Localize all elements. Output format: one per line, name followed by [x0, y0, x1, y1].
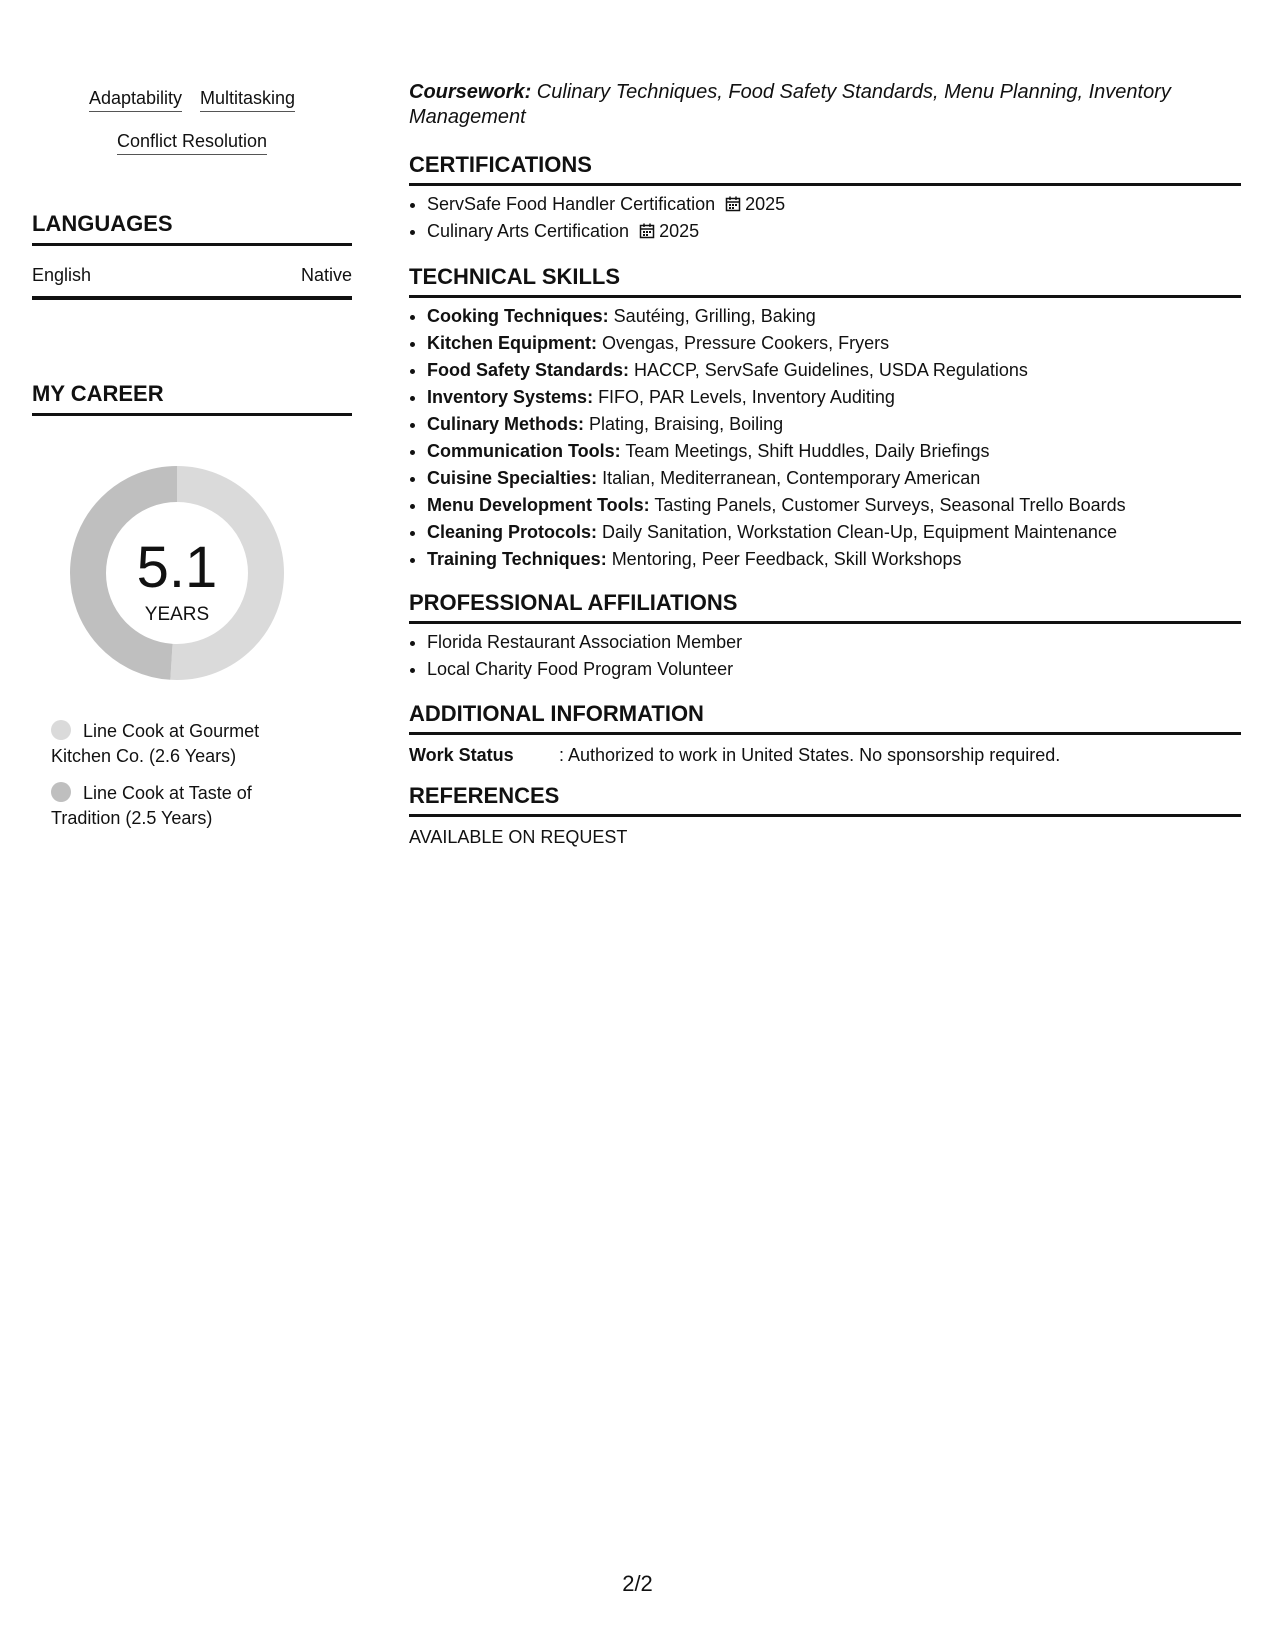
certification-year: 2025 [745, 194, 786, 214]
skill-label: Training Techniques: [427, 549, 607, 569]
skill-label: Inventory Systems: [427, 387, 594, 407]
skill-item [427, 330, 1126, 357]
career-total-value: 5.1 [136, 535, 218, 600]
skill-item [427, 303, 1126, 330]
skill-tag: Conflict Resolution [117, 130, 267, 155]
skill-text: Daily Sanitation, Workstation Clean-Up, Equipment Maintenance [597, 522, 1117, 542]
skill-item [427, 519, 1126, 546]
coursework-text: Culinary Techniques, Food Safety Standards, Menu Planning, Inventory Management [409, 81, 1171, 128]
skill-item [427, 384, 1126, 411]
career-legend-item [51, 781, 301, 831]
skill-label: Cooking Techniques: [427, 306, 609, 326]
certifications-list [409, 191, 785, 245]
skill-text: HACCP, ServSafe Guidelines, USDA Regulations [629, 360, 1028, 380]
certification-name: ServSafe Food Handler Certification [427, 194, 716, 214]
certifications-heading: CERTIFICATIONS [409, 152, 1241, 186]
certification-item [427, 218, 785, 245]
skills-row-1 [32, 87, 352, 112]
legend-label: Line Cook at Gourmet Kitchen Co. (2.6 Years) [51, 721, 260, 766]
legend-dot [51, 782, 71, 802]
references-text: AVAILABLE ON REQUEST [409, 827, 628, 847]
language-row [32, 265, 352, 300]
work-status-label: Work Status [409, 745, 514, 765]
calendar-icon [725, 196, 741, 212]
skill-item [427, 465, 1126, 492]
skill-item [427, 438, 1126, 465]
skill-label: Cleaning Protocols: [427, 522, 598, 542]
skill-text: Sautéing, Grilling, Baking [608, 306, 816, 326]
career-donut-chart [64, 460, 290, 686]
skill-text: Ovengas, Pressure Cookers, Fryers [597, 333, 890, 353]
coursework [409, 80, 1199, 130]
skill-text: Mentoring, Peer Feedback, Skill Workshops [606, 549, 962, 569]
work-status-text: : Authorized to work in United States. No sponsorship required. [559, 745, 1061, 765]
technical-skills-list [409, 303, 1126, 573]
languages-heading: LANGUAGES [32, 211, 352, 246]
skill-label: Kitchen Equipment: [427, 333, 597, 353]
career-total-unit: YEARS [144, 604, 210, 625]
language-name: English [32, 265, 92, 285]
legend-dot [51, 720, 71, 740]
skill-text: Tasting Panels, Customer Surveys, Seasonal Trello Boards [649, 495, 1126, 515]
skill-text: Plating, Braising, Boiling [584, 414, 784, 434]
legend-label: Line Cook at Taste of Tradition (2.5 Years) [51, 783, 252, 828]
skills-row-2 [32, 130, 352, 155]
technical-skills-heading: TECHNICAL SKILLS [409, 264, 1241, 298]
skill-label: Cuisine Specialties: [427, 468, 598, 488]
affiliation-item: • Local Charity Food Program Volunteer [427, 656, 742, 683]
skill-item [427, 357, 1126, 384]
skill-label: Communication Tools: [427, 441, 621, 461]
certification-name: Culinary Arts Certification [427, 221, 630, 241]
career-heading: MY CAREER [32, 381, 352, 416]
skill-label: Menu Development Tools: [427, 495, 650, 515]
skill-text: FIFO, PAR Levels, Inventory Auditing [593, 387, 895, 407]
skill-item [427, 411, 1126, 438]
skill-label: Culinary Methods: [427, 414, 585, 434]
coursework-label: Coursework: [409, 81, 532, 103]
affiliations-heading: PROFESSIONAL AFFILIATIONS [409, 590, 1241, 624]
skill-label: Food Safety Standards: [427, 360, 630, 380]
certification-item [427, 191, 785, 218]
affiliations-list [409, 629, 742, 683]
work-status [409, 745, 1060, 766]
affiliation-item: • Florida Restaurant Association Member [427, 629, 742, 656]
skill-text: Italian, Mediterranean, Contemporary American [597, 468, 981, 488]
calendar-icon [639, 223, 655, 239]
skill-item [427, 492, 1126, 519]
certification-year: 2025 [659, 221, 700, 241]
career-legend-item [51, 719, 301, 769]
additional-info-heading: ADDITIONAL INFORMATION [409, 701, 1241, 735]
skill-text: Team Meetings, Shift Huddles, Daily Briefings [620, 441, 990, 461]
language-level: Native [300, 265, 352, 285]
skill-tag: Adaptability [89, 87, 182, 112]
references-heading: REFERENCES [409, 783, 1241, 817]
skill-tag: Multitasking [200, 87, 295, 112]
skill-item [427, 546, 1126, 573]
page-number: 2/2 [622, 1571, 653, 1596]
